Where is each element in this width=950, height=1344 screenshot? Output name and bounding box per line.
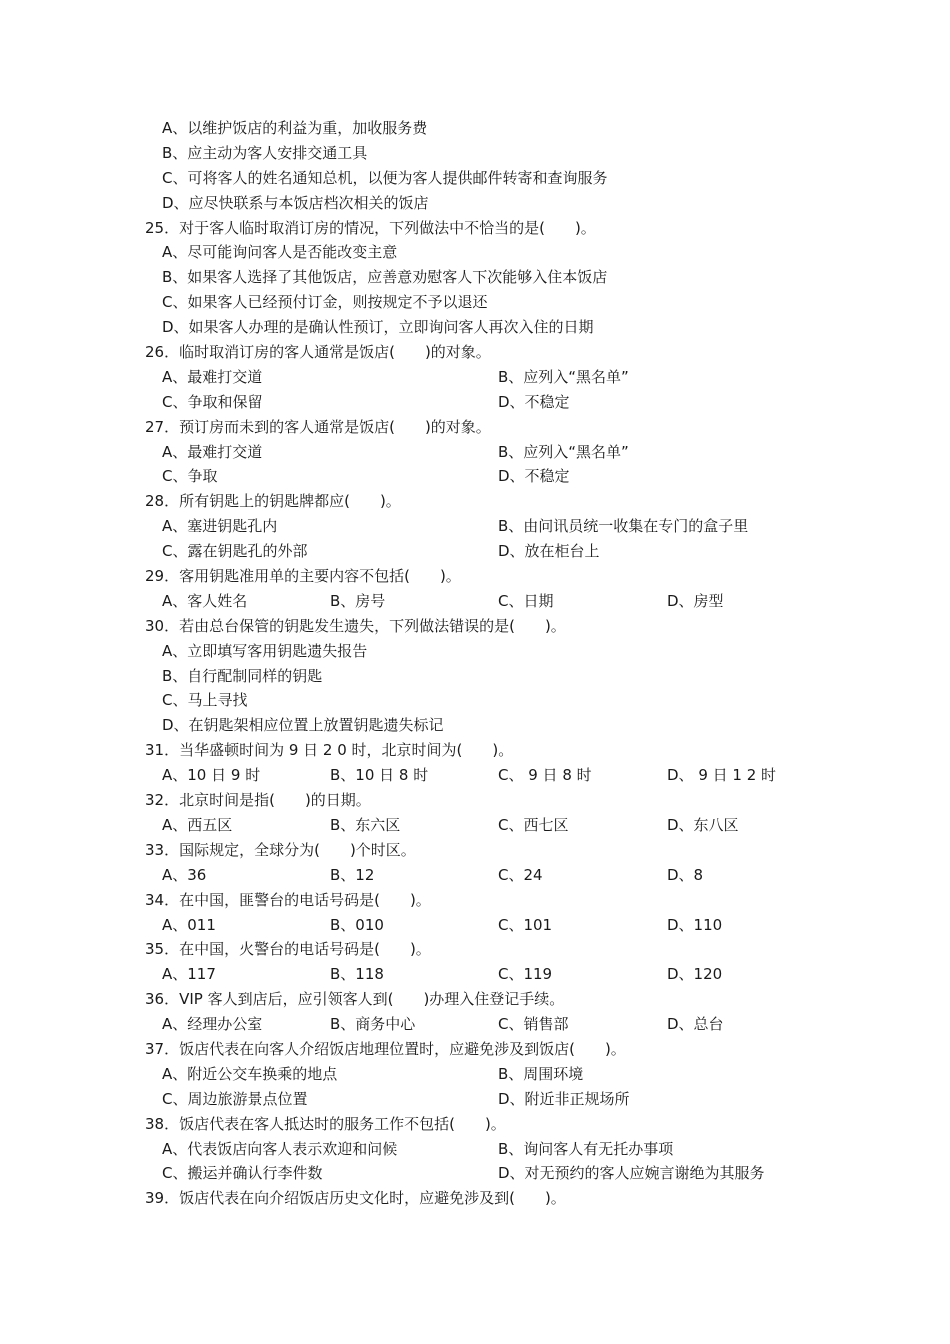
- answer-option: A、117: [162, 965, 216, 984]
- option-row: [0, 116, 950, 141]
- answer-option: A、36: [162, 865, 207, 884]
- answer-option: B、询问客人有无托办事项: [498, 1139, 674, 1158]
- option-row: [0, 913, 950, 938]
- answer-option: D、120: [667, 965, 723, 984]
- answer-option: C、如果客人已经预付订金，则按规定不予以退还: [162, 293, 488, 312]
- answer-option: B、10 日 8 时: [330, 766, 429, 785]
- option-row: [0, 315, 950, 340]
- answer-option: C、日期: [498, 591, 554, 610]
- option-row: [0, 440, 950, 465]
- answer-option: A、10 日 9 时: [162, 766, 261, 785]
- option-row: [0, 688, 950, 713]
- answer-option: D、 9 日 1 2 时: [667, 766, 777, 785]
- answer-option: A、经理办公室: [162, 1015, 263, 1034]
- answer-option: D、应尽快联系与本饭店档次相关的饭店: [162, 193, 429, 212]
- answer-option: C、 9 日 8 时: [498, 766, 592, 785]
- option-row: [0, 390, 950, 415]
- answer-option: B、010: [330, 915, 384, 934]
- option-row: [0, 639, 950, 664]
- question-stem: 32．北京时间是指( )的日期。: [145, 791, 371, 810]
- answer-option: B、如果客人选择了其他饭店，应善意劝慰客人下次能够入住本饭店: [162, 268, 608, 287]
- option-row: [0, 240, 950, 265]
- answer-option: D、对无预约的客人应婉言谢绝为其服务: [498, 1164, 765, 1183]
- question-list: [0, 116, 950, 1211]
- option-row: [0, 191, 950, 216]
- option-row: [0, 365, 950, 390]
- answer-option: D、总台: [667, 1015, 724, 1034]
- question-stem: 27．预订房而未到的客人通常是饭店( )的对象。: [145, 417, 491, 436]
- option-row: [0, 1161, 950, 1186]
- question-stem: 31．当华盛顿时间为 9 日 2 0 时，北京时间为( )。: [145, 741, 514, 760]
- answer-option: D、东八区: [667, 815, 739, 834]
- answer-option: A、以维护饭店的利益为重，加收服务费: [162, 119, 428, 137]
- answer-option: D、房型: [667, 591, 724, 610]
- answer-option: A、立即填写客用钥匙遗失报告: [162, 641, 368, 660]
- option-row: [0, 290, 950, 315]
- question-stem: 26．临时取消订房的客人通常是饭店( )的对象。: [145, 343, 491, 362]
- answer-option: B、东六区: [330, 815, 401, 834]
- answer-option: B、应主动为客人安排交通工具: [162, 143, 368, 162]
- answer-option: B、自行配制同样的钥匙: [162, 666, 323, 685]
- answer-option: C、119: [498, 965, 553, 984]
- answer-option: B、118: [330, 965, 384, 984]
- option-row: [0, 514, 950, 539]
- answer-option: B、房号: [330, 591, 386, 610]
- question-stem: 35．在中国，火警台的电话号码是( )。: [145, 940, 431, 959]
- answer-option: C、可将客人的姓名通知总机，以便为客人提供邮件转寄和查询服务: [162, 168, 608, 187]
- option-row: [0, 141, 950, 166]
- answer-option: C、周边旅游景点位置: [162, 1089, 308, 1108]
- question-stem: 33．国际规定，全球分为( )个时区。: [145, 840, 416, 859]
- question-stem: 39．饭店代表在向介绍饭店历史文化时，应避免涉及到( )。: [145, 1189, 566, 1208]
- option-row: [0, 539, 950, 564]
- answer-option: A、塞进钥匙孔内: [162, 517, 278, 536]
- answer-option: A、尽可能询问客人是否能改变主意: [162, 243, 398, 262]
- answer-option: D、不稳定: [498, 392, 570, 411]
- option-row: [0, 589, 950, 614]
- answer-option: C、争取和保留: [162, 392, 263, 411]
- answer-option: D、8: [667, 865, 704, 884]
- option-row: [0, 1087, 950, 1112]
- answer-option: C、争取: [162, 467, 218, 486]
- question-stem: 36．VIP 客人到店后，应引领客人到( )办理入住登记手续。: [145, 990, 565, 1009]
- answer-option: D、附近非正规场所: [498, 1089, 630, 1108]
- option-row: [0, 1062, 950, 1087]
- question-stem: 30．若由总台保管的钥匙发生遗失，下列做法错误的是( )。: [145, 616, 566, 635]
- question-stem: 37．饭店代表在向客人介绍饭店地理位置时，应避免涉及到饭店( )。: [145, 1039, 626, 1058]
- answer-option: A、最难打交道: [162, 367, 263, 386]
- option-row: [0, 962, 950, 987]
- answer-option: A、附近公交车换乘的地点: [162, 1064, 338, 1083]
- question-stem: 25．对于客人临时取消订房的情况，下列做法中不恰当的是( )。: [145, 218, 596, 237]
- option-row: [0, 763, 950, 788]
- option-row: [0, 1012, 950, 1037]
- answer-option: B、由问讯员统一收集在专门的盒子里: [498, 517, 749, 536]
- answer-option: D、110: [667, 915, 723, 934]
- option-row: [0, 664, 950, 689]
- option-row: [0, 863, 950, 888]
- answer-option: C、西七区: [498, 815, 569, 834]
- answer-option: C、搬运并确认行李件数: [162, 1164, 323, 1183]
- option-row: [0, 813, 950, 838]
- answer-option: B、12: [330, 865, 375, 884]
- answer-option: A、代表饭店向客人表示欢迎和问候: [162, 1139, 398, 1158]
- answer-option: B、应列入“黑名单”: [498, 367, 629, 386]
- question-stem: 28．所有钥匙上的钥匙牌都应( )。: [145, 492, 401, 511]
- answer-option: D、放在柜台上: [498, 542, 600, 561]
- question-stem: 29．客用钥匙准用单的主要内容不包括( )。: [145, 567, 461, 586]
- answer-option: C、销售部: [498, 1015, 569, 1034]
- option-row: [0, 464, 950, 489]
- option-row: [0, 265, 950, 290]
- answer-option: A、011: [162, 915, 216, 934]
- option-row: [0, 1137, 950, 1162]
- answer-option: C、24: [498, 865, 543, 884]
- option-row: [0, 713, 950, 738]
- answer-option: B、商务中心: [330, 1015, 416, 1034]
- question-stem: 34．在中国，匪警台的电话号码是( )。: [145, 890, 431, 909]
- answer-option: B、应列入“黑名单”: [498, 442, 629, 461]
- answer-option: C、露在钥匙孔的外部: [162, 542, 308, 561]
- answer-option: B、周围环境: [498, 1064, 584, 1083]
- answer-option: D、如果客人办理的是确认性预订，立即询问客人再次入住的日期: [162, 318, 594, 337]
- answer-option: C、101: [498, 915, 553, 934]
- question-stem: 38．饭店代表在客人抵达时的服务工作不包括( )。: [145, 1114, 506, 1133]
- answer-option: A、西五区: [162, 815, 233, 834]
- answer-option: A、客人姓名: [162, 591, 248, 610]
- answer-option: D、不稳定: [498, 467, 570, 486]
- option-row: [0, 166, 950, 191]
- answer-option: D、在钥匙架相应位置上放置钥匙遗失标记: [162, 716, 444, 735]
- answer-option: A、最难打交道: [162, 442, 263, 461]
- answer-option: C、马上寻找: [162, 691, 248, 710]
